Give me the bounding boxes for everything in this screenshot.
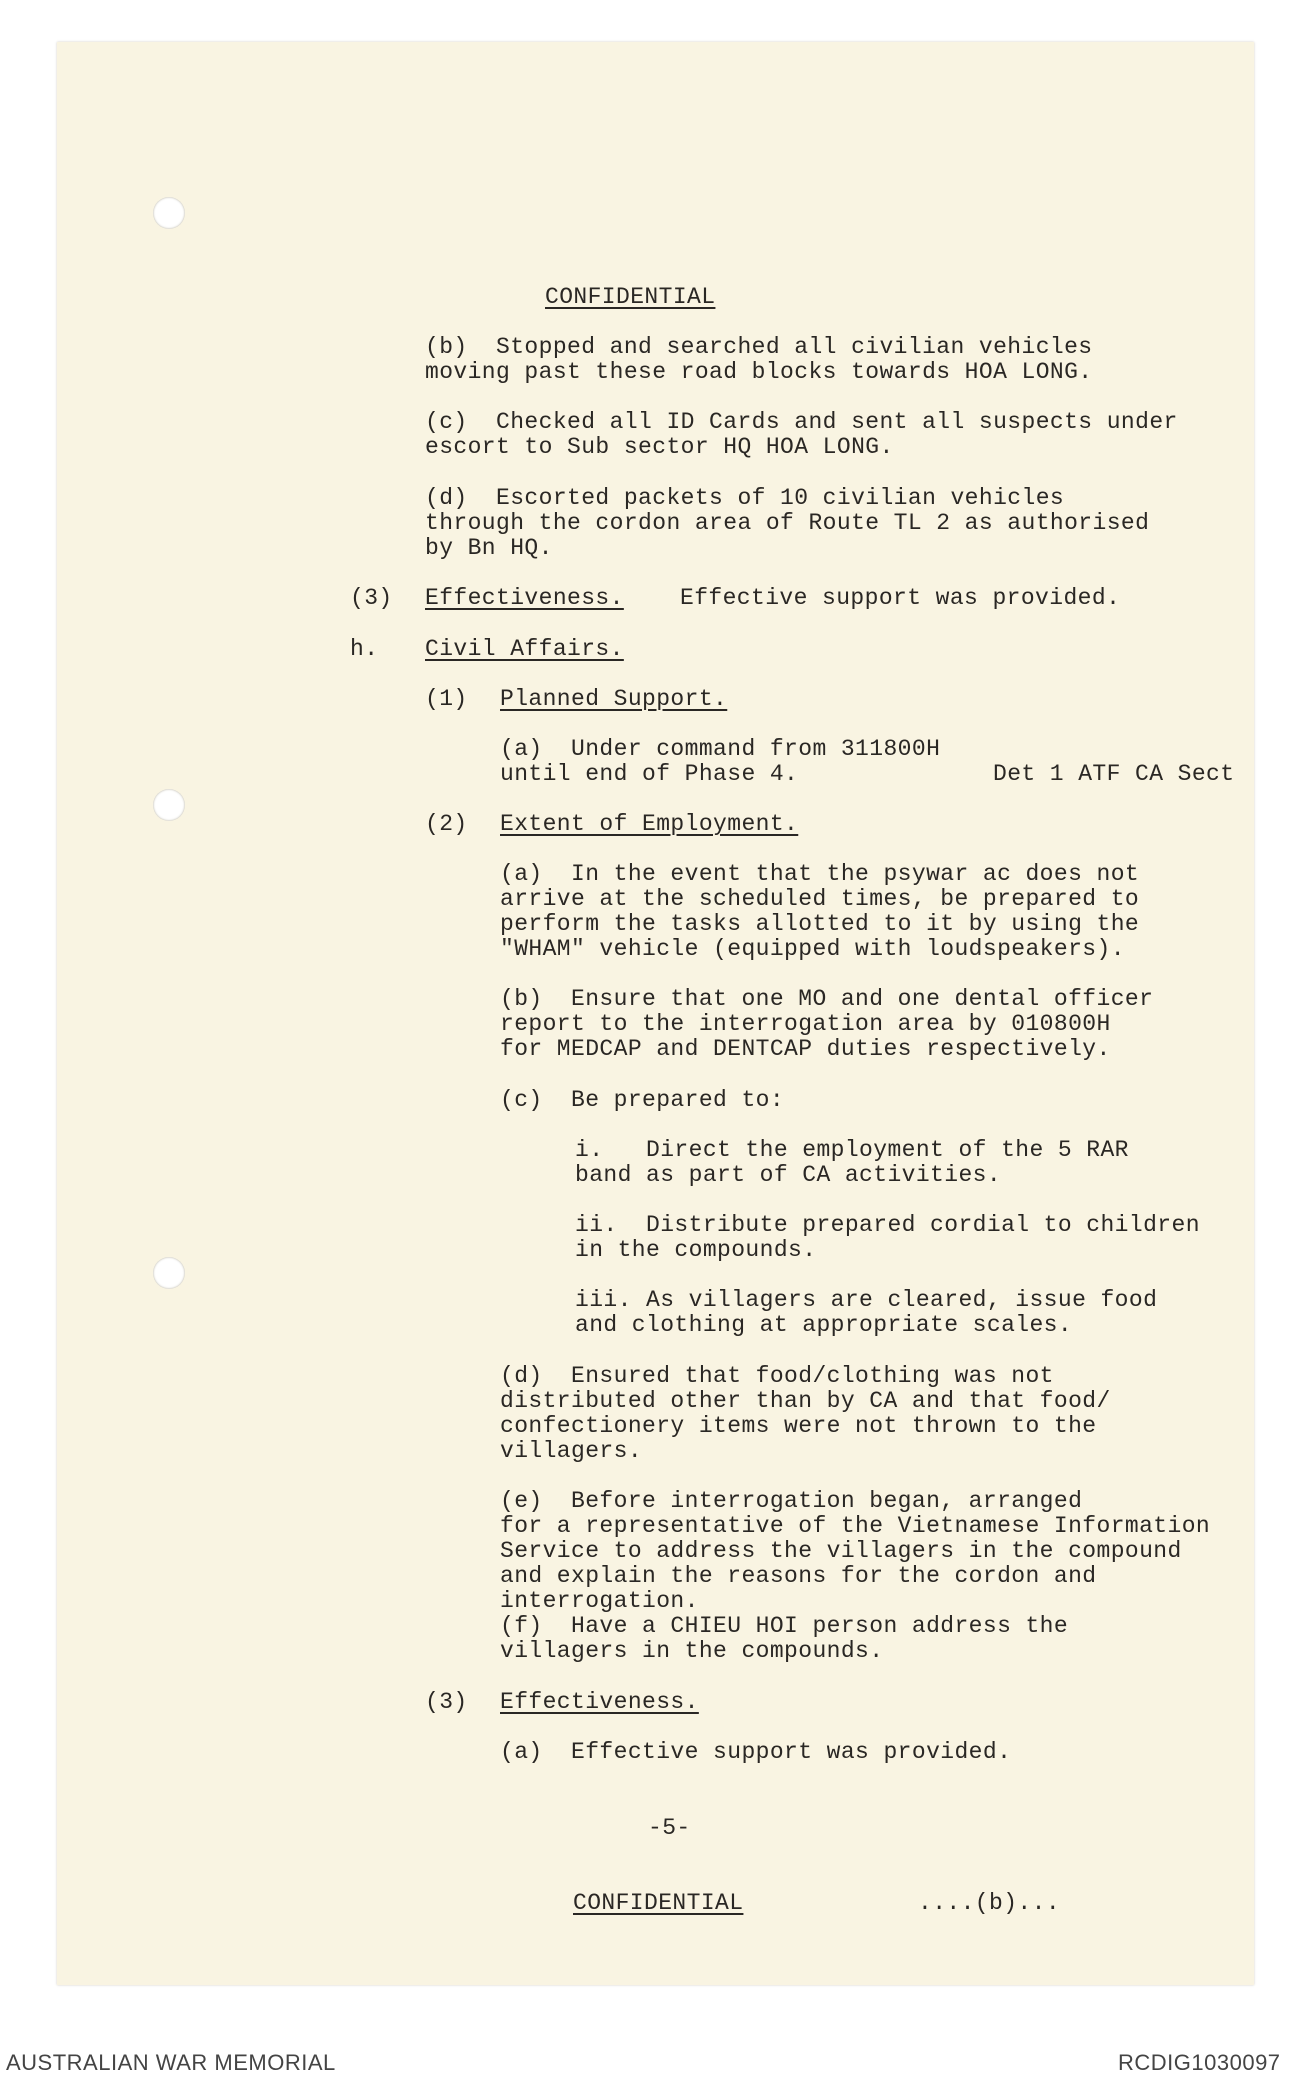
item-h2c-ii-line2: in the compounds. <box>575 1237 817 1263</box>
item-h2e-line4: and explain the reasons for the cordon and <box>500 1563 1097 1589</box>
item-h2c-iii-line2: and clothing at appropriate scales. <box>575 1312 1073 1338</box>
item-h2a-line3: perform the tasks allotted to it by using the <box>500 911 1140 937</box>
item-h2d-line3: confectionery items were not thrown to the <box>500 1413 1097 1439</box>
section-h3-number: (3) <box>425 1689 468 1715</box>
section-h2-number: (2) <box>425 811 468 837</box>
item-h2c-i-line2: band as part of CA activities. <box>575 1162 1002 1188</box>
item-h2e-line5: interrogation. <box>500 1588 699 1614</box>
item-h3a: (a) Effective support was provided. <box>500 1739 1012 1765</box>
classification-header: CONFIDENTIAL <box>545 284 716 310</box>
section-h1-heading: Planned Support. <box>500 686 728 712</box>
section-h3-heading: Effectiveness. <box>500 1689 699 1715</box>
item-b-line2: moving past these road blocks towards HOA LONG. <box>425 359 1093 385</box>
item-h2b-line1: (b) Ensure that one MO and one dental officer <box>500 986 1154 1012</box>
item-h2f-line1: (f) Have a CHIEU HOI person address the <box>500 1613 1069 1639</box>
item-h2b-line2: report to the interrogation area by 010800H <box>500 1011 1111 1037</box>
archive-credit: AUSTRALIAN WAR MEMORIAL <box>6 2050 336 2075</box>
item-d-line3: by Bn HQ. <box>425 535 553 561</box>
item-h2a-line2: arrive at the scheduled times, be prepared to <box>500 886 1140 912</box>
item-h2c-ii-line1: ii. Distribute prepared cordial to children <box>575 1212 1200 1238</box>
section-3-heading: Effectiveness. <box>425 585 624 611</box>
item-h2b-line3: for MEDCAP and DENTCAP duties respectively. <box>500 1036 1111 1062</box>
section-3-text: Effective support was provided. <box>680 585 1121 611</box>
item-h2d-line1: (d) Ensured that food/clothing was not <box>500 1363 1054 1389</box>
item-d-line1: (d) Escorted packets of 10 civilian vehicles <box>425 485 1065 511</box>
item-h1a-unit: Det 1 ATF CA Sect <box>993 761 1235 787</box>
archive-id: RCDIG1030097 <box>1118 2050 1281 2075</box>
continuation-marker: ....(b)... <box>918 1890 1061 1916</box>
section-3-number: (3) <box>350 585 393 611</box>
item-h1a-line1: (a) Under command from 311800H <box>500 736 941 762</box>
item-b-line1: (b) Stopped and searched all civilian vehicles <box>425 334 1093 360</box>
item-h2a-line4: "WHAM" vehicle (equipped with loudspeakers). <box>500 936 1125 962</box>
item-h2c-iii-line1: iii. As villagers are cleared, issue food <box>575 1287 1158 1313</box>
section-h-number: h. <box>350 636 379 662</box>
punch-hole <box>153 1257 185 1289</box>
punch-hole <box>153 789 185 821</box>
item-h2c-i-line1: i. Direct the employment of the 5 RAR <box>575 1137 1129 1163</box>
item-h2e-line2: for a representative of the Vietnamese Information <box>500 1513 1211 1539</box>
section-h1-number: (1) <box>425 686 468 712</box>
item-c-line2: escort to Sub sector HQ HOA LONG. <box>425 434 894 460</box>
section-h2-heading: Extent of Employment. <box>500 811 799 837</box>
item-h2e-line1: (e) Before interrogation began, arranged <box>500 1488 1083 1514</box>
classification-footer: CONFIDENTIAL <box>573 1890 744 1916</box>
section-h-heading: Civil Affairs. <box>425 636 624 662</box>
item-d-line2: through the cordon area of Route TL 2 as authorised <box>425 510 1150 536</box>
item-h2c: (c) Be prepared to: <box>500 1087 785 1113</box>
item-h2e-line3: Service to address the villagers in the compound <box>500 1538 1182 1564</box>
punch-hole <box>153 197 185 229</box>
item-c-line1: (c) Checked all ID Cards and sent all suspects under <box>425 409 1178 435</box>
item-h1a-line2: until end of Phase 4. <box>500 761 799 787</box>
item-h2d-line2: distributed other than by CA and that food/ <box>500 1388 1111 1414</box>
page-number: -5- <box>648 1815 691 1841</box>
item-h2d-line4: villagers. <box>500 1438 643 1464</box>
item-h2f-line2: villagers in the compounds. <box>500 1638 884 1664</box>
item-h2a-line1: (a) In the event that the psywar ac does not <box>500 861 1140 887</box>
